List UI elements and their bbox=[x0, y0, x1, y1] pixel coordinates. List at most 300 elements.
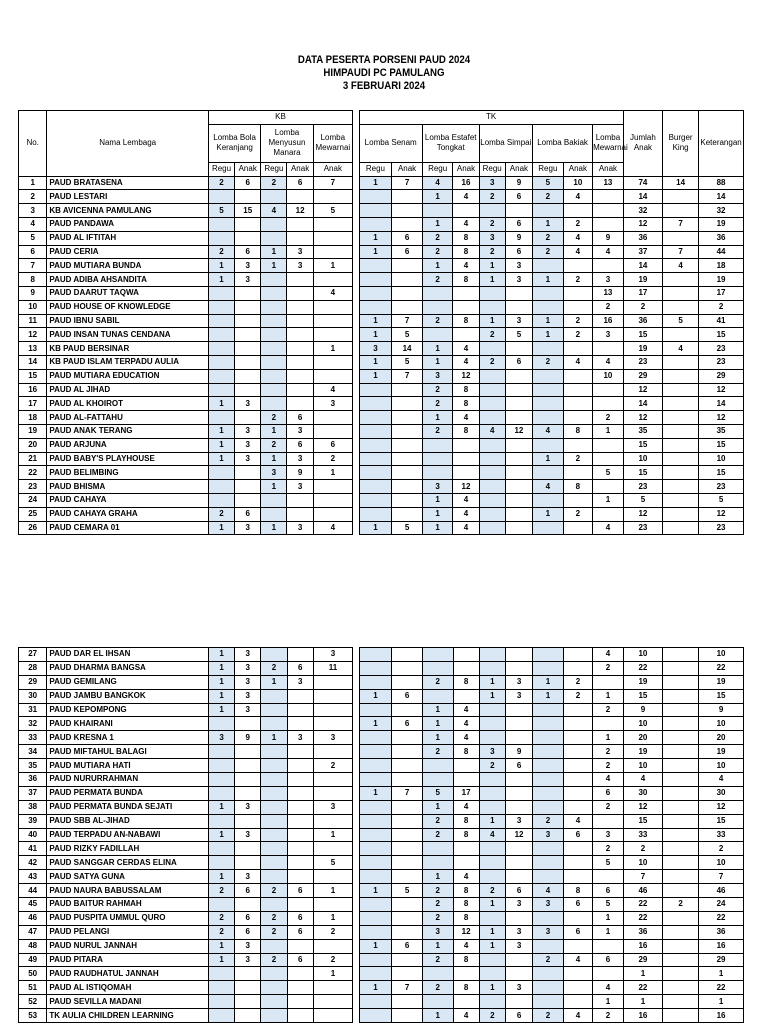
subheader-anak: Anak bbox=[563, 162, 592, 176]
table-cell bbox=[663, 773, 699, 787]
table-cell: 12 bbox=[699, 507, 744, 521]
table-cell bbox=[235, 856, 261, 870]
row-number: 51 bbox=[19, 981, 47, 995]
institution-name: PAUD AL ISTIQOMAH bbox=[47, 981, 209, 995]
table-cell: 2 bbox=[422, 675, 453, 689]
table-cell: 33 bbox=[623, 828, 662, 842]
table-cell bbox=[208, 1009, 234, 1023]
row-number: 34 bbox=[19, 745, 47, 759]
table-cell bbox=[235, 898, 261, 912]
table-cell bbox=[533, 493, 564, 507]
table-cell bbox=[235, 342, 261, 356]
table-cell bbox=[261, 786, 287, 800]
subheader-regu: Regu bbox=[422, 162, 453, 176]
header-jumlah-anak: Jumlah Anak bbox=[623, 111, 662, 177]
table-cell bbox=[505, 953, 532, 967]
table-cell: 2 bbox=[479, 355, 505, 369]
table-cell: 2 bbox=[422, 231, 453, 245]
table-cell bbox=[313, 190, 352, 204]
table-cell bbox=[533, 856, 564, 870]
table-cell: 1 bbox=[479, 273, 505, 287]
table-cell: 4 bbox=[453, 731, 479, 745]
table-cell bbox=[453, 967, 479, 981]
institution-name: PAUD JAMBU BANGKOK bbox=[47, 689, 209, 703]
institution-name: PAUD KEPOMPONG bbox=[47, 703, 209, 717]
table-cell bbox=[422, 204, 453, 218]
table-cell bbox=[533, 842, 564, 856]
table-cell bbox=[422, 995, 453, 1009]
table-cell bbox=[563, 911, 592, 925]
table-cell: 3 bbox=[313, 397, 352, 411]
table-cell: 1 bbox=[422, 342, 453, 356]
table-cell: 9 bbox=[699, 703, 744, 717]
table-row bbox=[19, 521, 744, 535]
table-cell bbox=[563, 648, 592, 662]
table-cell bbox=[208, 717, 234, 731]
table-cell: 8 bbox=[453, 814, 479, 828]
table-cell bbox=[563, 717, 592, 731]
table-cell bbox=[479, 397, 505, 411]
row-number: 11 bbox=[19, 314, 47, 328]
table-cell bbox=[453, 466, 479, 480]
table-cell: 1 bbox=[313, 466, 352, 480]
table-cell bbox=[505, 300, 532, 314]
table-cell: 1 bbox=[479, 689, 505, 703]
subheader-anak: Anak bbox=[287, 162, 313, 176]
table-cell bbox=[313, 300, 352, 314]
table-cell bbox=[359, 703, 392, 717]
table-cell: 4 bbox=[479, 424, 505, 438]
table-cell bbox=[359, 190, 392, 204]
header-kb-mewarnai: Lomba Mewarnai bbox=[313, 124, 352, 162]
table-row bbox=[19, 245, 744, 259]
table-cell: 6 bbox=[392, 689, 423, 703]
table-cell bbox=[505, 717, 532, 731]
table-cell: 1 bbox=[208, 661, 234, 675]
table-cell bbox=[533, 661, 564, 675]
institution-name: PAUD SATYA GUNA bbox=[47, 870, 209, 884]
table-cell bbox=[593, 190, 624, 204]
table-cell: 1 bbox=[261, 731, 287, 745]
table-cell: 30 bbox=[699, 786, 744, 800]
table-row bbox=[19, 466, 744, 480]
row-number: 38 bbox=[19, 800, 47, 814]
table-cell: 1 bbox=[422, 411, 453, 425]
institution-name: PAUD AL KHOIROT bbox=[47, 397, 209, 411]
table-cell: 5 bbox=[699, 493, 744, 507]
table-cell bbox=[235, 1009, 261, 1023]
table-cell bbox=[479, 286, 505, 300]
table-cell bbox=[533, 773, 564, 787]
table-row bbox=[19, 856, 744, 870]
table-cell bbox=[453, 286, 479, 300]
table-cell bbox=[505, 773, 532, 787]
row-number: 42 bbox=[19, 856, 47, 870]
table-cell: 30 bbox=[623, 786, 662, 800]
table-cell bbox=[392, 438, 423, 452]
table-cell bbox=[392, 898, 423, 912]
table-cell bbox=[359, 493, 392, 507]
table-cell: 1 bbox=[208, 870, 234, 884]
table-cell: 1 bbox=[208, 939, 234, 953]
table-row bbox=[19, 884, 744, 898]
table-cell: 1 bbox=[208, 648, 234, 662]
table-cell bbox=[392, 703, 423, 717]
table-cell: 1 bbox=[533, 217, 564, 231]
table-cell bbox=[533, 342, 564, 356]
table-cell: 6 bbox=[287, 884, 313, 898]
table-cell: 15 bbox=[699, 466, 744, 480]
table-cell: 1 bbox=[313, 342, 352, 356]
table-cell bbox=[392, 466, 423, 480]
table-cell: 2 bbox=[563, 217, 592, 231]
header-kb-bola-keranjang: Lomba Bola Keranjang bbox=[208, 124, 260, 162]
table-cell bbox=[287, 369, 313, 383]
table-cell bbox=[663, 786, 699, 800]
table-cell bbox=[392, 800, 423, 814]
table-cell bbox=[663, 411, 699, 425]
table-cell: 4 bbox=[593, 521, 624, 535]
table-row bbox=[19, 480, 744, 494]
row-number: 27 bbox=[19, 648, 47, 662]
table-cell: 19 bbox=[699, 217, 744, 231]
table-cell bbox=[287, 759, 313, 773]
table-cell bbox=[208, 286, 234, 300]
table-cell: 20 bbox=[699, 731, 744, 745]
table-cell bbox=[313, 939, 352, 953]
table-cell: 14 bbox=[623, 397, 662, 411]
table-cell: 2 bbox=[208, 176, 234, 190]
table-cell bbox=[313, 480, 352, 494]
table-cell: 6 bbox=[505, 884, 532, 898]
row-number: 50 bbox=[19, 967, 47, 981]
table-cell bbox=[392, 911, 423, 925]
table-cell: 3 bbox=[422, 925, 453, 939]
table-cell: 4 bbox=[699, 773, 744, 787]
table-cell: 6 bbox=[392, 939, 423, 953]
table-cell: 6 bbox=[287, 925, 313, 939]
table-row bbox=[19, 176, 744, 190]
table-cell bbox=[479, 870, 505, 884]
subheader-anak: Anak bbox=[505, 162, 532, 176]
table-cell bbox=[392, 259, 423, 273]
table-cell bbox=[479, 800, 505, 814]
table-cell: 6 bbox=[287, 911, 313, 925]
table-cell bbox=[208, 328, 234, 342]
table-cell: 2 bbox=[699, 842, 744, 856]
institution-name: PAUD MUTIARA BUNDA bbox=[47, 259, 209, 273]
table-cell bbox=[313, 355, 352, 369]
row-number: 10 bbox=[19, 300, 47, 314]
table-cell: 6 bbox=[235, 911, 261, 925]
document-title: DATA PESERTA PORSENI PAUD 2024 bbox=[297, 54, 471, 66]
table-cell: 4 bbox=[453, 703, 479, 717]
table-cell: 3 bbox=[505, 898, 532, 912]
table-cell bbox=[359, 856, 392, 870]
table-cell: 3 bbox=[235, 397, 261, 411]
table-cell: 23 bbox=[699, 480, 744, 494]
table-cell: 10 bbox=[563, 176, 592, 190]
table-cell: 3 bbox=[479, 745, 505, 759]
row-number: 3 bbox=[19, 204, 47, 218]
table-cell bbox=[359, 204, 392, 218]
table-cell bbox=[313, 995, 352, 1009]
table-cell bbox=[479, 661, 505, 675]
table-cell bbox=[563, 995, 592, 1009]
table-cell bbox=[235, 995, 261, 1009]
table-cell bbox=[359, 800, 392, 814]
table-cell: 1 bbox=[208, 689, 234, 703]
table-cell: 14 bbox=[663, 176, 699, 190]
table-cell bbox=[663, 480, 699, 494]
table-cell bbox=[422, 438, 453, 452]
table-cell bbox=[313, 703, 352, 717]
table-cell bbox=[287, 717, 313, 731]
table-cell bbox=[663, 397, 699, 411]
table-cell: 3 bbox=[208, 731, 234, 745]
table-cell bbox=[261, 314, 287, 328]
table-row bbox=[19, 745, 744, 759]
table-cell: 4 bbox=[313, 286, 352, 300]
table-cell bbox=[563, 204, 592, 218]
institution-name: PAUD CEMARA 01 bbox=[47, 521, 209, 535]
table-cell bbox=[453, 204, 479, 218]
table-row bbox=[19, 383, 744, 397]
table-cell: 74 bbox=[623, 176, 662, 190]
table-cell: 1 bbox=[359, 689, 392, 703]
table-cell: 3 bbox=[235, 521, 261, 535]
table-cell: 37 bbox=[623, 245, 662, 259]
subheader-anak: Anak bbox=[313, 162, 352, 176]
table-cell: 2 bbox=[422, 884, 453, 898]
row-number: 36 bbox=[19, 773, 47, 787]
table-cell bbox=[235, 493, 261, 507]
table-cell: 3 bbox=[593, 273, 624, 287]
table-cell bbox=[479, 507, 505, 521]
table-cell: 1 bbox=[422, 493, 453, 507]
subheader-regu: Regu bbox=[359, 162, 392, 176]
table-cell: 36 bbox=[699, 231, 744, 245]
table-cell: 3 bbox=[422, 480, 453, 494]
table-cell: 23 bbox=[699, 521, 744, 535]
table-cell bbox=[235, 745, 261, 759]
table-cell: 8 bbox=[453, 675, 479, 689]
row-number: 20 bbox=[19, 438, 47, 452]
table-cell: 2 bbox=[261, 661, 287, 675]
table-cell: 1 bbox=[208, 521, 234, 535]
table-cell: 1 bbox=[593, 424, 624, 438]
table-cell bbox=[505, 842, 532, 856]
row-number: 49 bbox=[19, 953, 47, 967]
table-cell bbox=[663, 1009, 699, 1023]
table-cell bbox=[287, 939, 313, 953]
table-cell bbox=[287, 981, 313, 995]
institution-name: PAUD BHISMA bbox=[47, 480, 209, 494]
table-cell: 6 bbox=[392, 245, 423, 259]
table-cell bbox=[208, 314, 234, 328]
table-cell bbox=[505, 995, 532, 1009]
table-cell bbox=[453, 648, 479, 662]
header-tk: TK bbox=[359, 111, 623, 125]
table-cell: 5 bbox=[623, 493, 662, 507]
table-cell bbox=[663, 300, 699, 314]
table-cell bbox=[663, 661, 699, 675]
table-cell: 2 bbox=[563, 314, 592, 328]
table-cell bbox=[422, 967, 453, 981]
table-cell bbox=[453, 842, 479, 856]
table-cell bbox=[235, 411, 261, 425]
table-cell: 15 bbox=[699, 438, 744, 452]
table-cell: 7 bbox=[699, 870, 744, 884]
row-number: 45 bbox=[19, 898, 47, 912]
table-cell bbox=[359, 814, 392, 828]
table-row bbox=[19, 995, 744, 1009]
table-cell bbox=[533, 397, 564, 411]
table-cell: 2 bbox=[422, 745, 453, 759]
table-cell: 3 bbox=[505, 689, 532, 703]
institution-name: TK AULIA CHILDREN LEARNING bbox=[47, 1009, 209, 1023]
table-cell: 22 bbox=[623, 661, 662, 675]
table-cell bbox=[479, 786, 505, 800]
institution-name: PAUD MIFTAHUL BALAGI bbox=[47, 745, 209, 759]
table-cell: 9 bbox=[593, 231, 624, 245]
table-cell: 4 bbox=[563, 953, 592, 967]
table-cell: 1 bbox=[533, 452, 564, 466]
table-cell bbox=[663, 911, 699, 925]
table-cell bbox=[208, 842, 234, 856]
table-cell: 36 bbox=[623, 231, 662, 245]
table-cell bbox=[663, 231, 699, 245]
table-cell: 2 bbox=[208, 925, 234, 939]
table-cell bbox=[479, 856, 505, 870]
row-number: 18 bbox=[19, 411, 47, 425]
table-cell: 2 bbox=[593, 703, 624, 717]
table-cell: 2 bbox=[422, 245, 453, 259]
table-cell bbox=[313, 369, 352, 383]
table-row bbox=[19, 286, 744, 300]
table-cell bbox=[313, 328, 352, 342]
table-cell: 1 bbox=[422, 703, 453, 717]
table-cell: 1 bbox=[208, 438, 234, 452]
institution-name: PAUD PERMATA BUNDA bbox=[47, 786, 209, 800]
table-cell: 36 bbox=[623, 314, 662, 328]
table-cell: 2 bbox=[261, 438, 287, 452]
table-cell: 3 bbox=[235, 828, 261, 842]
row-number: 4 bbox=[19, 217, 47, 231]
table-cell: 1 bbox=[313, 911, 352, 925]
institution-name: PAUD SANGGAR CERDAS ELINA bbox=[47, 856, 209, 870]
table-cell bbox=[563, 438, 592, 452]
table-cell: 10 bbox=[699, 452, 744, 466]
table-cell: 2 bbox=[593, 1009, 624, 1023]
table-cell bbox=[313, 842, 352, 856]
table-cell: 6 bbox=[235, 176, 261, 190]
subheader-regu: Regu bbox=[261, 162, 287, 176]
institution-name: PAUD CAHAYA bbox=[47, 493, 209, 507]
table-cell bbox=[422, 466, 453, 480]
table-cell: 4 bbox=[453, 342, 479, 356]
table-cell bbox=[663, 355, 699, 369]
table-cell bbox=[313, 870, 352, 884]
table-cell bbox=[593, 814, 624, 828]
table-cell bbox=[208, 995, 234, 1009]
table-cell: 5 bbox=[392, 328, 423, 342]
table-cell: 1 bbox=[533, 328, 564, 342]
table-cell bbox=[663, 981, 699, 995]
table-cell: 3 bbox=[235, 870, 261, 884]
table-cell bbox=[563, 286, 592, 300]
table-cell: 3 bbox=[287, 521, 313, 535]
table-cell: 16 bbox=[453, 176, 479, 190]
table-cell: 1 bbox=[479, 925, 505, 939]
table-cell bbox=[235, 717, 261, 731]
table-cell: 6 bbox=[235, 245, 261, 259]
table-row bbox=[19, 814, 744, 828]
table-cell: 35 bbox=[699, 424, 744, 438]
participants-table-page-2 bbox=[18, 647, 744, 1023]
table-cell bbox=[479, 493, 505, 507]
document-date: 3 FEBRUARI 2024 bbox=[342, 80, 426, 92]
table-cell: 6 bbox=[593, 884, 624, 898]
institution-name: PAUD ANAK TERANG bbox=[47, 424, 209, 438]
table-cell: 23 bbox=[623, 521, 662, 535]
table-cell: 9 bbox=[505, 231, 532, 245]
table-cell: 3 bbox=[235, 703, 261, 717]
row-number: 22 bbox=[19, 466, 47, 480]
table-cell: 8 bbox=[453, 828, 479, 842]
table-cell bbox=[422, 773, 453, 787]
table-cell bbox=[422, 328, 453, 342]
table-cell bbox=[533, 800, 564, 814]
table-cell bbox=[359, 1009, 392, 1023]
table-cell: 4 bbox=[453, 939, 479, 953]
table-cell bbox=[392, 870, 423, 884]
header-tk-senam: Lomba Senam bbox=[359, 124, 422, 162]
table-cell: 6 bbox=[593, 953, 624, 967]
table-cell: 1 bbox=[593, 493, 624, 507]
table-cell bbox=[313, 898, 352, 912]
table-cell: 2 bbox=[533, 1009, 564, 1023]
table-cell: 10 bbox=[593, 369, 624, 383]
table-cell: 5 bbox=[593, 856, 624, 870]
table-cell bbox=[533, 703, 564, 717]
institution-name: PAUD HOUSE OF KNOWLEDGE bbox=[47, 300, 209, 314]
table-cell: 3 bbox=[505, 925, 532, 939]
table-cell bbox=[313, 981, 352, 995]
table-cell: 2 bbox=[563, 328, 592, 342]
table-cell bbox=[359, 273, 392, 287]
table-cell: 12 bbox=[453, 480, 479, 494]
table-cell: 1 bbox=[479, 939, 505, 953]
row-number: 29 bbox=[19, 675, 47, 689]
table-cell: 15 bbox=[699, 328, 744, 342]
table-cell: 4 bbox=[533, 884, 564, 898]
participants-table-page-1 bbox=[18, 110, 744, 535]
table-cell: 9 bbox=[505, 745, 532, 759]
table-cell: 2 bbox=[533, 190, 564, 204]
table-row bbox=[19, 342, 744, 356]
table-cell: 2 bbox=[699, 300, 744, 314]
table-cell: 12 bbox=[505, 828, 532, 842]
table-cell: 2 bbox=[563, 273, 592, 287]
table-cell bbox=[287, 328, 313, 342]
table-cell bbox=[533, 759, 564, 773]
table-cell bbox=[359, 383, 392, 397]
table-cell bbox=[663, 800, 699, 814]
table-cell bbox=[235, 190, 261, 204]
table-cell bbox=[593, 967, 624, 981]
table-cell: 1 bbox=[422, 717, 453, 731]
